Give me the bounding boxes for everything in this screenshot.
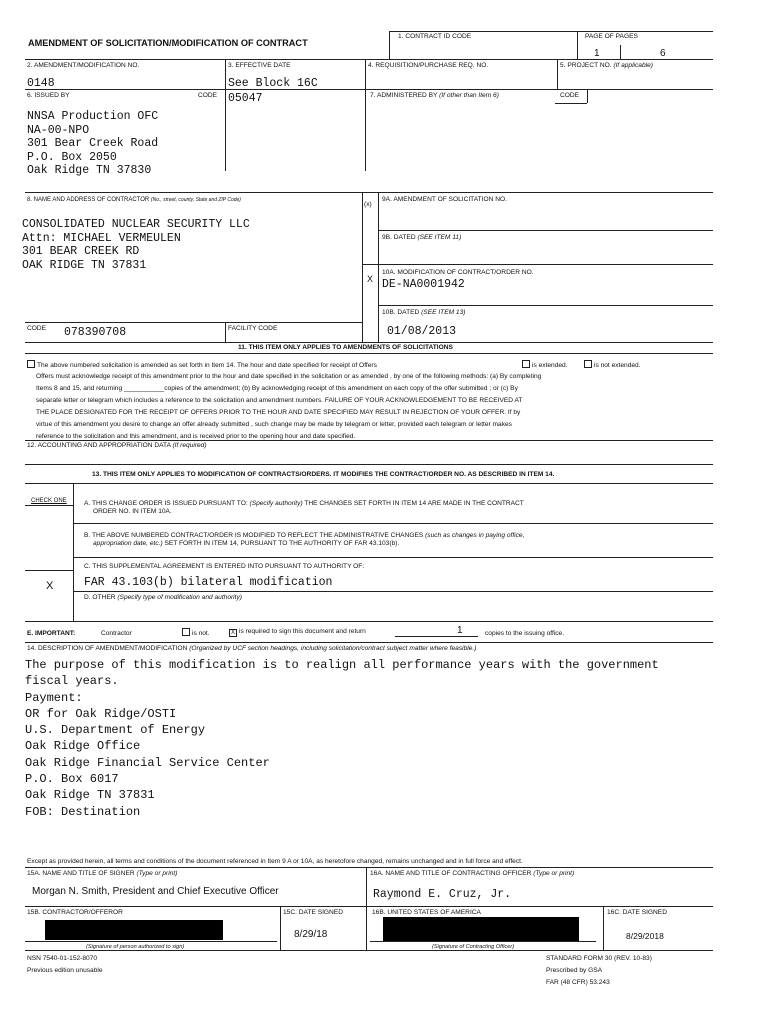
nsn-text: NSN 7540-01-152-8070 <box>27 955 98 962</box>
contractor-address: CONSOLIDATED NUCLEAR SECURITY LLC Attn: MICHAEL VERMEULEN 301 BEAR CREEK RD OAK RIDGE TN 37831 <box>22 218 250 272</box>
item13b-line2: appropriation date, etc.) SET FORTH IN ITEM 14, PURSUANT TO THE AUTHORITY OF FAR 43.103(b). <box>93 540 400 547</box>
contractor-signature-redaction <box>45 920 223 940</box>
standard-form-text: STANDARD FORM 30 (REV. 10-83) <box>546 955 652 962</box>
contractor-label: 8. NAME AND ADDRESS OF CONTRACTOR (No., street, county, State and ZIP Code) <box>27 197 241 203</box>
signer-name-label: 15A. NAME AND TITLE OF SIGNER (Type or print) <box>27 870 178 877</box>
us-label: 16B. UNITED STATES OF AMERICA <box>372 909 481 916</box>
is-not-extended: is not extended. <box>584 360 641 370</box>
mod-contract-mark: X <box>367 274 374 284</box>
dated-10b-label: 10B. DATED (SEE ITEM 13) <box>382 309 466 316</box>
is-not-checkbox[interactable] <box>182 628 190 636</box>
co-name-label: 16A. NAME AND TITLE OF CONTRACTING OFFICER (Type or print) <box>370 870 575 877</box>
page-total: 6 <box>660 48 666 59</box>
solicitation-amended-checkbox[interactable] <box>27 360 35 368</box>
important-contractor: Contractor <box>101 630 132 637</box>
item11-line6: virtue of this amendment you desire to change an offer already submitted , such change may be made by telegram or letter, provided each telegram or letter makes <box>36 421 512 428</box>
effective-date-value: See Block 16C <box>228 77 318 90</box>
date-signed-16c-label: 16C. DATE SIGNED <box>607 909 667 916</box>
far-text: FAR (48 CFR) 53.243 <box>546 979 610 986</box>
item13c-value: FAR 43.103(b) bilateral modification <box>84 576 333 589</box>
copies-count: 1 <box>457 625 463 636</box>
date-signed-15c-value: 8/29/18 <box>294 929 328 940</box>
amendment-solicitation-label: 9A. AMENDMENT OF SOLICITATION NO. <box>382 196 507 203</box>
item13a-line1: A. THIS CHANGE ORDER IS ISSUED PURSUANT TO: (Specify authority) THE CHANGES SET FORTH IN ITEM 14 ARE MADE IN THE CONTRACT <box>84 500 524 507</box>
contract-id-label: 1. CONTRACT ID CODE <box>398 33 472 40</box>
co-signature-redaction <box>383 917 579 941</box>
check-one-label: CHECK ONE <box>31 498 67 504</box>
item13d-line: D. OTHER (Specify type of modification and authority) <box>84 594 242 601</box>
is-required-checkbox[interactable]: X <box>230 630 235 636</box>
requisition-label: 4. REQUISITION/PURCHASE REQ. NO. <box>368 62 489 69</box>
contractor-code-label: CODE <box>27 325 47 332</box>
item11-line2: Offers must acknowledge receipt of this amendment prior to the hour and date specified in the solicitation or as amended , by one of the following methods: (a) By completing <box>36 373 542 380</box>
effective-date-label: 3. EFFECTIVE DATE <box>228 62 291 69</box>
important-label: E. IMPORTANT: <box>27 630 76 637</box>
item13c-line: C. THIS SUPPLEMENTAL AGREEMENT IS ENTERED INTO PURSUANT TO AUTHORITY OF: <box>84 563 365 570</box>
signer-name-value: Morgan N. Smith, President and Chief Executive Officer <box>32 886 279 897</box>
mod-contract-value: DE-NA0001942 <box>382 278 465 291</box>
amendment-no-value: 0148 <box>27 77 55 90</box>
amendment-no-label: 2. AMENDMENT/MODIFICATION NO. <box>27 62 140 69</box>
facility-code-label: FACILITY CODE <box>228 325 278 332</box>
item13c-mark: X <box>46 580 54 592</box>
accounting-label: 12. ACCOUNTING AND APPROPRIATION DATA (If required) <box>27 442 207 449</box>
copies-to-label: copies to the issuing office. <box>485 630 565 637</box>
contractor-code-value: 078390708 <box>64 326 127 339</box>
description-label: 14. DESCRIPTION OF AMENDMENT/MODIFICATION (Organized by UCF section headings, including solicitation/contract subject matter where feasible.) <box>27 645 477 652</box>
issued-by-label: 6. ISSUED BY <box>27 92 70 99</box>
page-of-pages-label: PAGE OF PAGES <box>585 33 638 40</box>
issued-by-code-label: CODE <box>198 92 218 99</box>
is-required-option: X is required to sign this document and return <box>230 628 366 636</box>
description-text: The purpose of this modification is to realign all performance years with the government fiscal years. Payment: OR for Oak Ridge/OSTI U.S. Department of Energy Oak Ridge Office Oak Ridge Financial Service Center P.O. Box 6017 Oak Ridge TN 37831 FOB: Destination <box>25 658 659 819</box>
dated-10b-value: 01/08/2013 <box>387 325 457 338</box>
item13a-line2: ORDER NO. IN ITEM 10A. <box>93 508 172 515</box>
previous-edition-text: Previous edition unusable <box>27 967 103 974</box>
except-text: Except as provided herein, all terms and conditions of the document referenced in Item 9 A or 10A, as heretofore changed, remains unchanged and in full force and effect. <box>27 858 523 865</box>
contractor-offeror-label: 15B. CONTRACTOR/OFFEROR <box>27 909 123 916</box>
x-header: (x) <box>364 201 372 208</box>
date-signed-16c-value: 8/29/2018 <box>626 931 664 941</box>
item11-line1: The above numbered solicitation is amended as set forth in Item 14. The hour and date specified for receipt of Offers <box>27 360 377 370</box>
page-number: 1 <box>594 48 600 59</box>
is-extended: is extended. <box>522 360 568 370</box>
contractor-sig-caption: (Signature of person authorized to sign) <box>86 944 185 950</box>
issued-by-code-value: 05047 <box>228 92 263 105</box>
item13b-line1: B. THE ABOVE NUMBERED CONTRACT/ORDER IS MODIFIED TO REFLECT THE ADMINISTRATIVE CHANGES (such as changes in paying office, <box>84 532 525 539</box>
item11-line7: reference to the solicitation and this amendment, and is received prior to the opening hour and date specified. <box>36 433 356 440</box>
prescribed-by-text: Prescribed by GSA <box>546 967 603 974</box>
project-no-label: 5. PROJECT NO. (If applicable) <box>560 62 653 69</box>
mod-contract-label: 10A. MODIFICATION OF CONTRACT/ORDER NO. <box>382 269 534 276</box>
administered-by-code-label: CODE <box>560 92 580 99</box>
item13-header: 13. THIS ITEM ONLY APPLIES TO MODIFICATION OF CONTRACTS/ORDERS. IT MODIFIES THE CONTRACT/ORDER NO. AS DESCRIBED IN ITEM 14. <box>92 471 555 478</box>
is-not-extended-checkbox[interactable] <box>584 360 592 368</box>
co-name-value: Raymond E. Cruz, Jr. <box>373 888 512 901</box>
item11-line4: separate letter or telegram which includes a reference to the solicitation and amendment numbers. FAILURE OF YOUR ACKNOWLEDGEMENT TO BE RECEIVED AT <box>36 397 523 404</box>
item11-header: 11. THIS ITEM ONLY APPLIES TO AMENDMENTS OF SOLICITATIONS <box>238 344 453 351</box>
item11-line3: Items 8 and 15, and returning ___________copies of the amendment; (b) By acknowledging receipt of this amendment on each copy of the offer submitted ; or (c) By <box>36 385 518 392</box>
item11-line5: THE PLACE DESIGNATED FOR THE RECEIPT OF OFFERS PRIOR TO THE HOUR AND DATE SPECIFIED MAY RESULT IN REJECTION OF YOUR OFFER. If by <box>36 409 521 416</box>
co-sig-caption: (Signature of Contracting Officer) <box>432 944 515 950</box>
issued-by-address: NNSA Production OFC NA-00-NPO 301 Bear Creek Road P.O. Box 2050 Oak Ridge TN 37830 <box>27 110 159 177</box>
is-extended-checkbox[interactable] <box>522 360 530 368</box>
dated-9b-label: 9B. DATED (SEE ITEM 11) <box>382 234 462 241</box>
is-not-option: is not. <box>182 628 210 638</box>
administered-by-label: 7. ADMINISTERED BY (If other than Item 6) <box>370 92 499 99</box>
date-signed-15c-label: 15C. DATE SIGNED <box>283 909 343 916</box>
form-title: AMENDMENT OF SOLICITATION/MODIFICATION OF CONTRACT <box>28 38 308 48</box>
